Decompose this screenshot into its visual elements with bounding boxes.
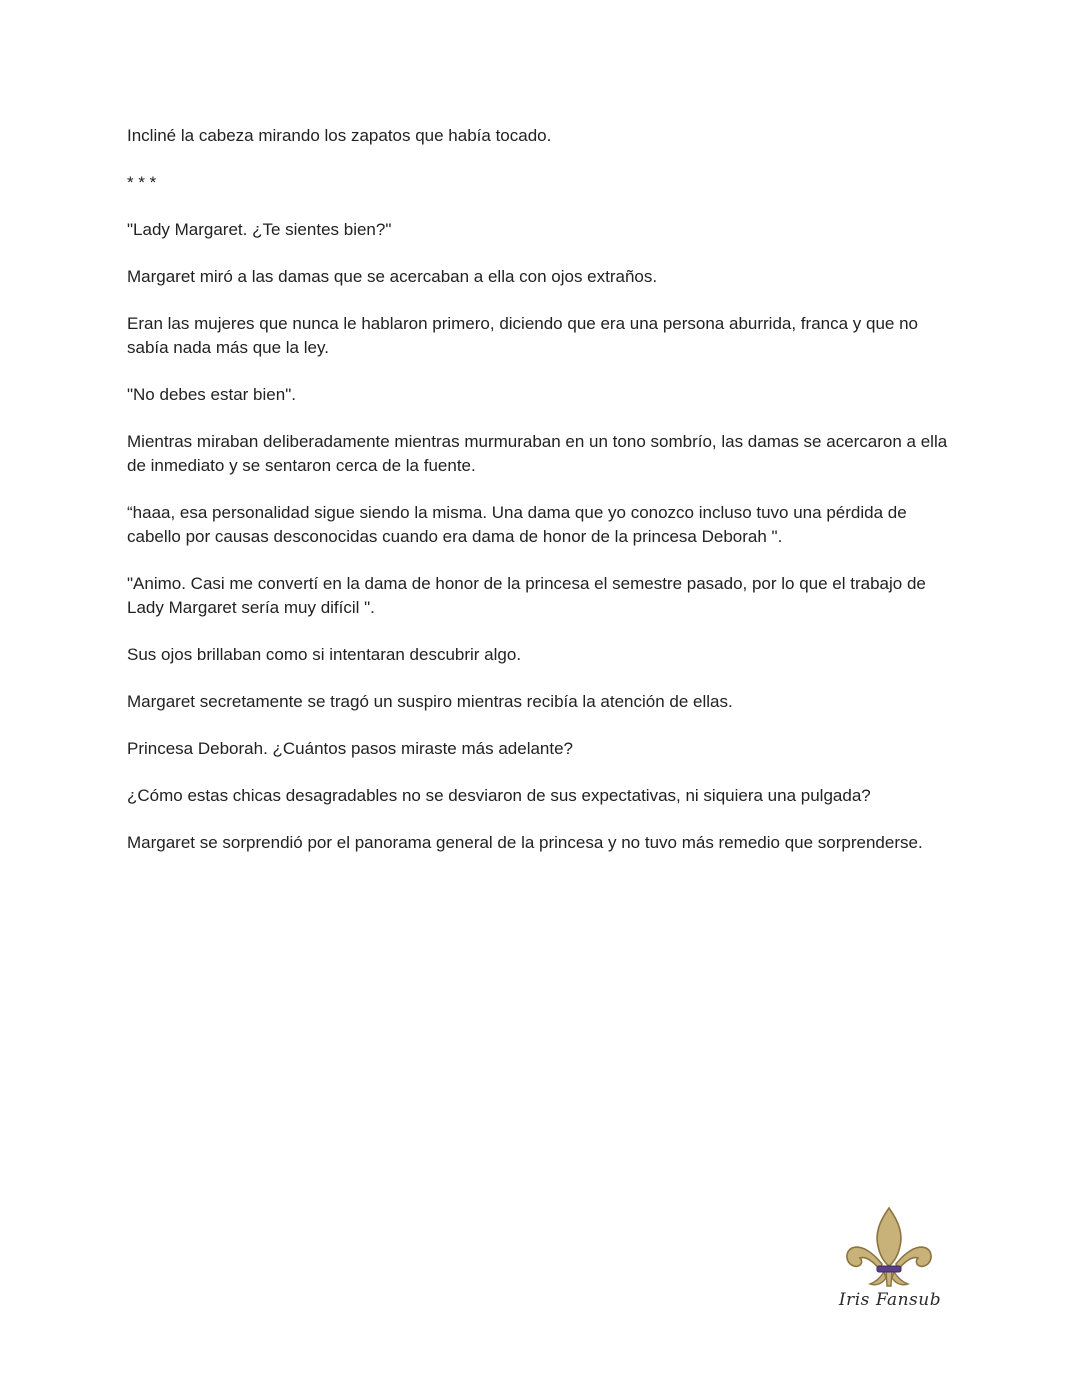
paragraph: Margaret se sorprendió por el panorama general de la princesa y no tuvo más remedio que sorprenderse. [127, 833, 923, 852]
paragraph: Margaret miró a las damas que se acercaban a ella con ojos extraños. [127, 267, 658, 286]
fleur-de-lis-icon [844, 1206, 934, 1290]
paragraph: Mientras miraban deliberadamente mientras murmuraban en un tono sombrío, las damas se acercaron a ella de inmediato y se sentaron cerca de la fuente. [127, 432, 952, 475]
paragraph: ¿Cómo estas chicas desagradables no se desviaron de sus expectativas, ni siquiera una pulgada? [127, 786, 871, 805]
paragraph: Princesa Deborah. ¿Cuántos pasos miraste más adelante? [127, 739, 574, 758]
paragraph: Eran las mujeres que nunca le hablaron primero, diciendo que era una persona aburrida, franca y que no sabía nada más que la ley. [127, 314, 923, 357]
iris-fansub-logo [836, 1206, 944, 1316]
document-body [127, 124, 957, 878]
paragraph: Sus ojos brillaban como si intentaran descubrir algo. [127, 645, 522, 664]
paragraph: Incliné la cabeza mirando los zapatos que había tocado. [127, 126, 552, 145]
paragraph: Margaret secretamente se tragó un suspiro mientras recibía la atención de ellas. [127, 692, 733, 711]
paragraph: "Lady Margaret. ¿Te sientes bien?" [127, 220, 392, 239]
paragraph: "Animo. Casi me convertí en la dama de honor de la princesa el semestre pasado, por lo que el trabajo de Lady Margaret sería muy difícil ". [127, 574, 931, 617]
scene-break: * * * [127, 173, 157, 192]
logo-text: Iris Fansub [838, 1290, 942, 1310]
paragraph: “haaa, esa personalidad sigue siendo la misma. Una dama que yo conozco incluso tuvo una pérdida de cabello por causas desconocidas cuando era dama de honor de la princesa Deborah ". [127, 503, 912, 546]
paragraph: "No debes estar bien". [127, 385, 296, 404]
